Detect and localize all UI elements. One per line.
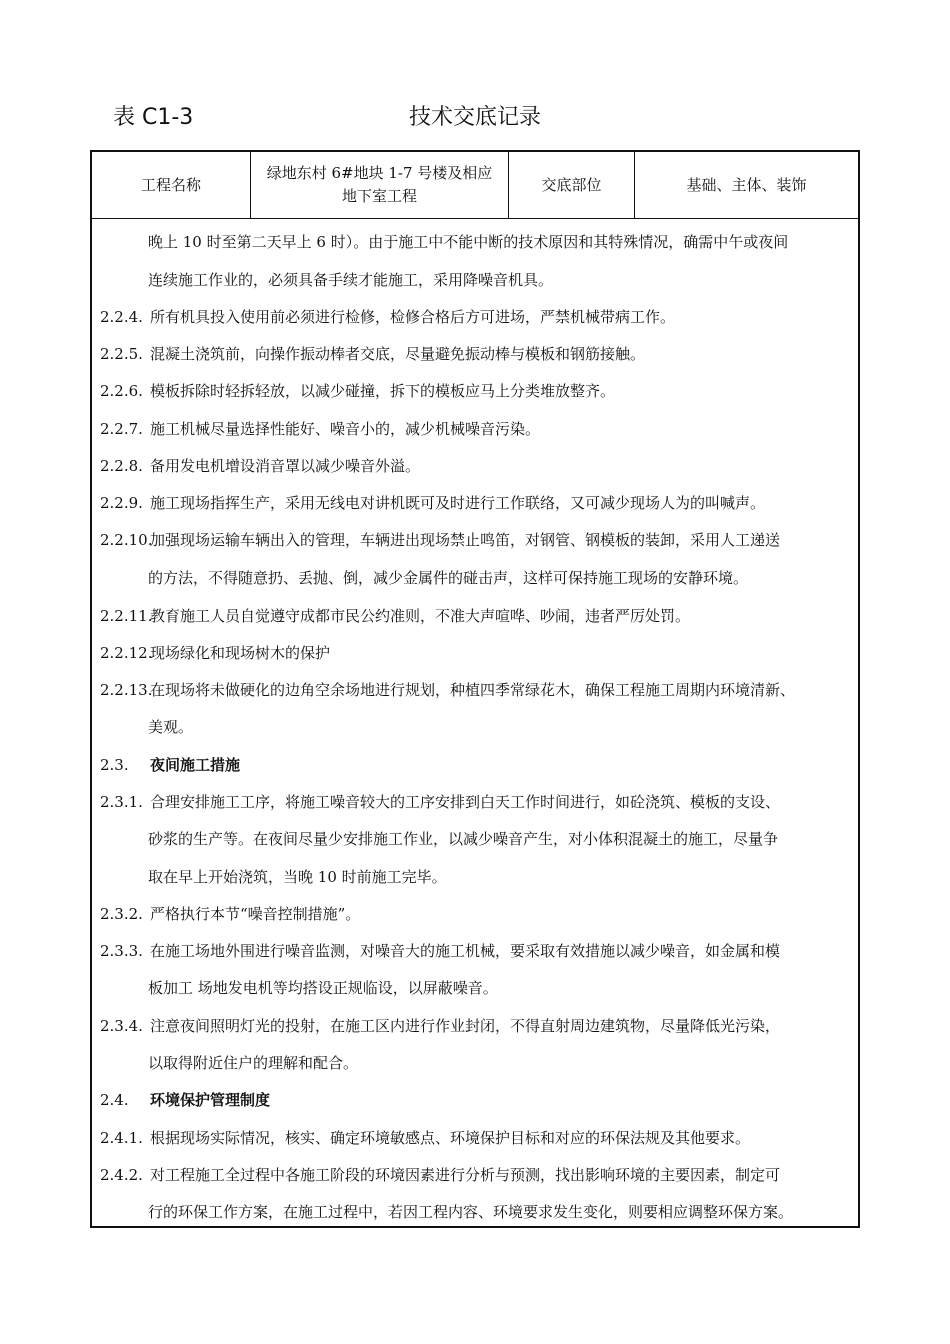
clause-text: 加强现场运输车辆出入的管理，车辆进出现场禁止鸣笛，对钢管、钢模板的装卸，采用人工递送	[150, 531, 781, 549]
clause-text: 现场绿化和现场树木的保护	[150, 644, 331, 662]
record-table	[90, 150, 860, 1228]
clause-text: 连续施工作业的，必须具备手续才能施工，采用降噪音机具。	[148, 271, 554, 289]
clause-number: 2.2.9.	[100, 494, 143, 512]
project-name-line-1: 绿地东村 6#地块 1-7 号楼及相应	[266, 164, 493, 182]
clause-text: 对工程施工全过程中各施工阶段的环境因素进行分析与预测，找出影响环境的主要因素，制定可	[150, 1166, 781, 1184]
clause-text: 合理安排施工工序，将施工噪音较大的工序安排到白天工作时间进行，如砼浇筑、模板的支设、	[150, 793, 781, 811]
handover-part-label: 交底部位	[509, 152, 635, 218]
clause-number: 2.3.2.	[100, 905, 143, 923]
clause-text: 严格执行本节“噪音控制措施”。	[150, 905, 361, 923]
clause-text: 备用发电机增设消音罩以减少噪音外溢。	[150, 457, 421, 475]
form-code: 表 C1-3	[113, 105, 194, 130]
clause-text: 板加工 场地发电机等均搭设正规临设，以屏蔽噪音。	[148, 979, 498, 997]
clause-text: 砂浆的生产等。在夜间尽量少安排施工作业，以减少噪音产生，对小体积混凝土的施工，尽量争	[148, 830, 779, 848]
clause-text: 所有机具投入使用前必须进行检修，检修合格后方可进场，严禁机械带病工作。	[150, 308, 676, 326]
clause-text: 教育施工人员自觉遵守成都市民公约准则，不准大声喧哗、吵闹，违者严厉处罚。	[150, 607, 691, 625]
clause-number: 2.2.8.	[100, 457, 143, 475]
clause-number: 2.3.	[100, 756, 129, 774]
clause-number: 2.2.13.	[100, 681, 153, 699]
project-name-line-2: 地下室工程	[341, 187, 417, 205]
clause-text: 的方法，不得随意扔、丢抛、倒，减少金属件的碰击声，这样可保持施工现场的安静环境。	[148, 569, 749, 587]
project-name-label: 工程名称	[92, 152, 251, 218]
clause-text: 施工机械尽量选择性能好、噪音小的，减少机械噪音污染。	[150, 420, 541, 438]
clause-text: 根据现场实际情况，核实、确定环境敏感点、环境保护目标和对应的环保法规及其他要求。	[150, 1129, 751, 1147]
section-heading: 环境保护管理制度	[150, 1091, 271, 1109]
clause-number: 2.3.4.	[100, 1017, 143, 1035]
clause-text: 混凝土浇筑前，向操作振动棒者交底，尽量避免振动棒与模板和钢筋接触。	[150, 345, 646, 363]
clause-number: 2.3.1.	[100, 793, 143, 811]
clause-text: 行的环保工作方案，在施工过程中，若因工程内容、环境要求发生变化，则要相应调整环保方案。	[148, 1203, 794, 1221]
clause-text: 施工现场指挥生产，采用无线电对讲机既可及时进行工作联络，又可减少现场人为的叫喊声。	[150, 494, 766, 512]
clause-text: 模板拆除时轻拆轻放，以减少碰撞，拆下的模板应马上分类堆放整齐。	[150, 382, 616, 400]
table-header-row	[92, 152, 858, 219]
project-name-cell	[251, 152, 509, 218]
document-title: 技术交底记录	[408, 105, 541, 130]
section-heading: 夜间施工措施	[150, 756, 241, 774]
clause-number: 2.2.11.	[100, 607, 153, 625]
clause-number: 2.3.3.	[100, 942, 143, 960]
clause-text: 美观。	[148, 718, 194, 736]
clause-text: 以取得附近住户的理解和配合。	[148, 1054, 359, 1072]
clause-number: 2.4.2.	[100, 1166, 143, 1184]
clause-number: 2.4.1.	[100, 1129, 143, 1147]
clause-number: 2.2.5.	[100, 345, 143, 363]
clause-text: 在施工场地外围进行噪音监测，对噪音大的施工机械，要采取有效措施以减少噪音，如金属和模	[150, 942, 781, 960]
clause-number: 2.4.	[100, 1091, 129, 1109]
clause-text: 注意夜间照明灯光的投射，在施工区内进行作业封闭，不得直射周边建筑物，尽量降低光污染，	[150, 1017, 781, 1035]
clause-number: 2.2.7.	[100, 420, 143, 438]
clause-number: 2.2.4.	[100, 308, 143, 326]
clause-number: 2.2.10.	[100, 531, 153, 549]
handover-part-value: 基础、主体、装饰	[686, 175, 807, 194]
clause-text: 在现场将未做硬化的边角空余场地进行规划，种植四季常绿花木，确保工程施工周期内环境清新、	[150, 681, 796, 699]
clause-text: 取在早上开始浇筑，当晚 10 时前施工完毕。	[148, 868, 447, 886]
clause-number: 2.2.12.	[100, 644, 153, 662]
clause-number: 2.2.6.	[100, 382, 143, 400]
clause-text: 晚上 10 时至第二天早上 6 时）。由于施工中不能中断的技术原因和其特殊情况，确需中午或夜间	[148, 233, 789, 251]
